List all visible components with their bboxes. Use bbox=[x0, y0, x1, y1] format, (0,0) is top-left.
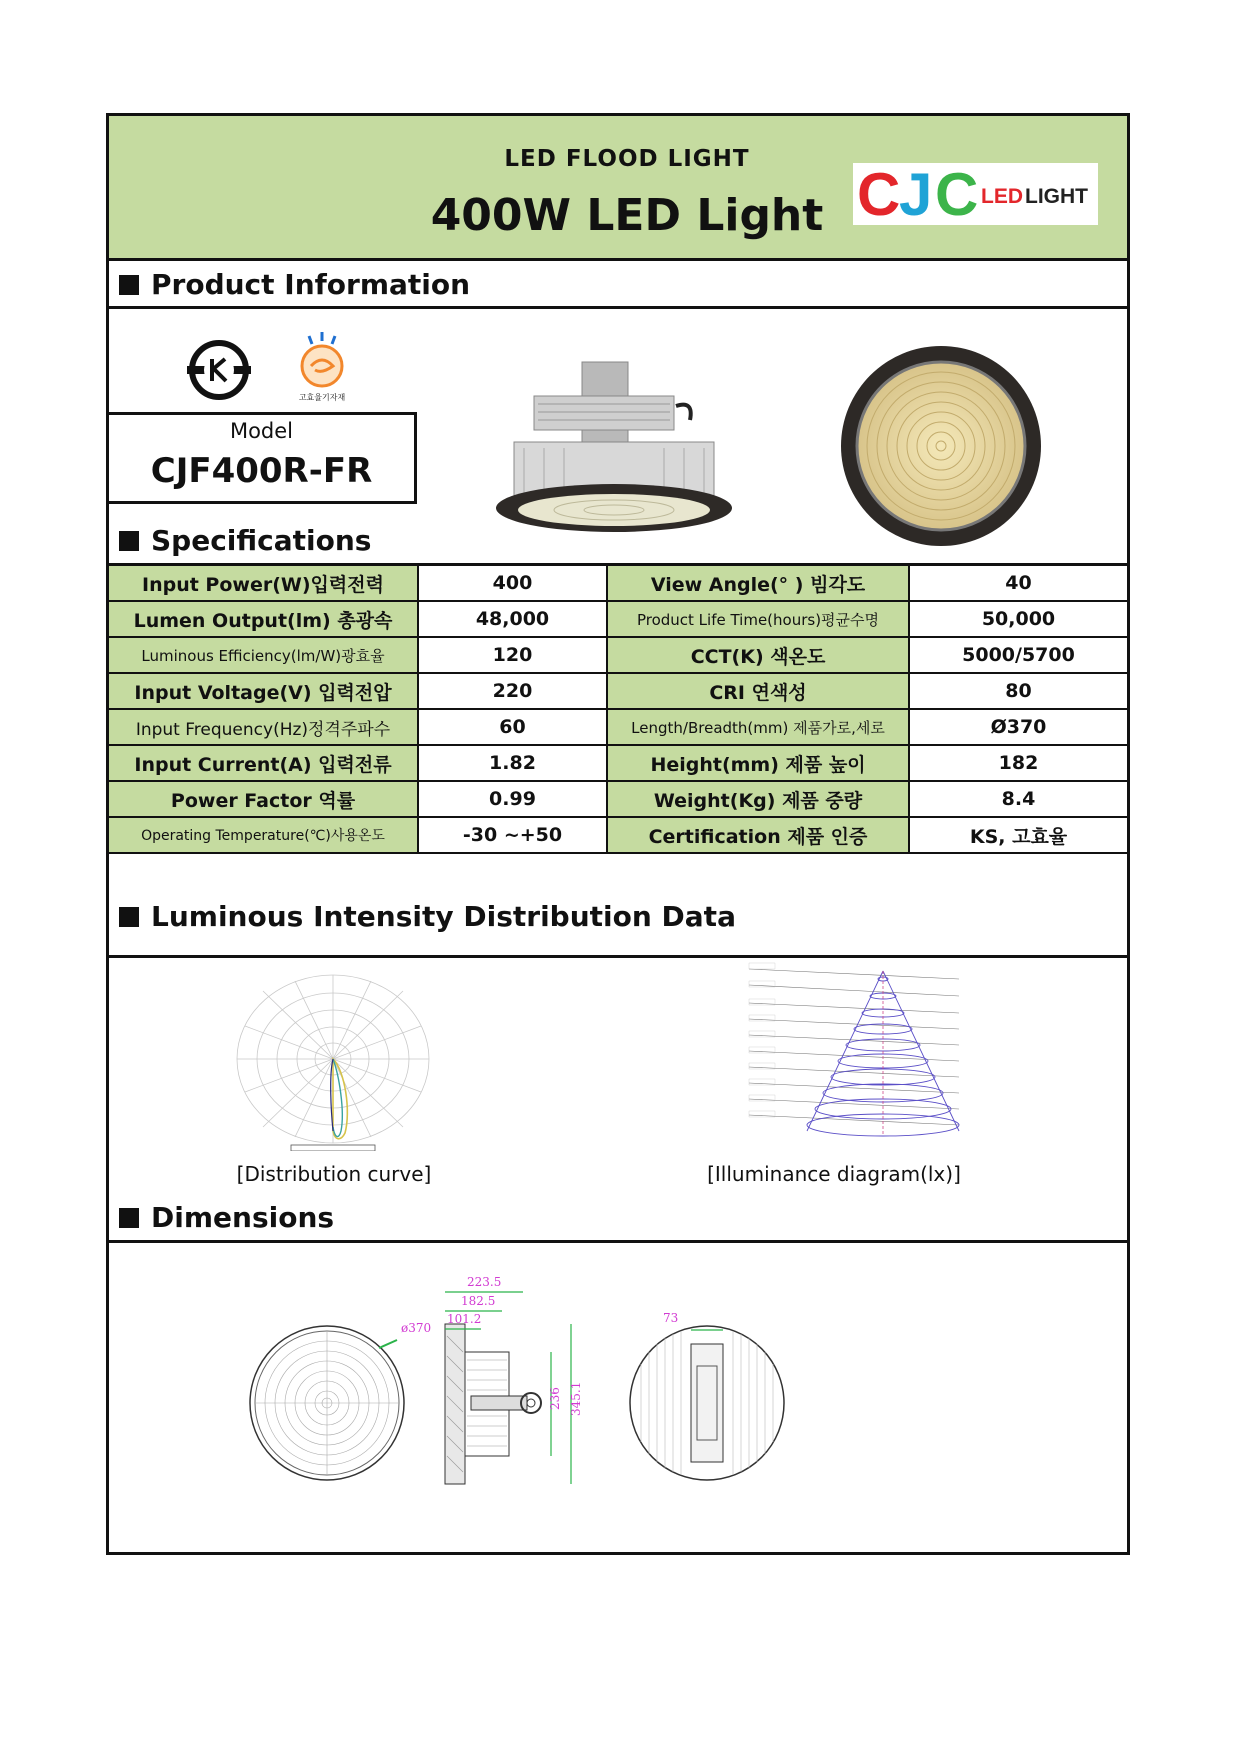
spec-label: View Angle(° ) 빔각도 bbox=[607, 566, 909, 601]
spec-value: Ø370 bbox=[909, 709, 1127, 745]
dim-height-total: 345.1 bbox=[569, 1381, 583, 1416]
spec-value: 8.4 bbox=[909, 781, 1127, 817]
section-title: Product Information bbox=[151, 268, 471, 301]
spec-value: 220 bbox=[418, 673, 607, 709]
model-box bbox=[109, 412, 417, 504]
spec-value: 0.99 bbox=[418, 781, 607, 817]
svg-text:C: C bbox=[935, 163, 979, 225]
spec-label: Weight(Kg) 제품 중량 bbox=[607, 781, 909, 817]
spec-label: Length/Breadth(mm) 제품가로,세로 bbox=[607, 709, 909, 745]
ks-mark-icon bbox=[185, 336, 253, 404]
table-row bbox=[109, 709, 1127, 745]
dim-width-short: 101.2 bbox=[447, 1312, 482, 1326]
divider bbox=[109, 955, 1127, 958]
spec-value: KS, 고효율 bbox=[909, 817, 1127, 853]
svg-text:LED: LED bbox=[981, 185, 1023, 208]
spec-label: Lumen Output(lm) 총광속 bbox=[109, 601, 418, 637]
svg-text:J: J bbox=[899, 163, 933, 225]
illuminance-diagram bbox=[709, 959, 1009, 1144]
front-view-drawing bbox=[250, 1321, 431, 1480]
spec-value: 40 bbox=[909, 566, 1127, 601]
table-row bbox=[109, 781, 1127, 817]
spec-label: Input Current(A) 입력전류 bbox=[109, 745, 418, 781]
spec-value: 1.82 bbox=[418, 745, 607, 781]
spec-value: 48,000 bbox=[418, 601, 607, 637]
section-product-info bbox=[109, 264, 1127, 306]
spec-label: Product Life Time(hours)평균수명 bbox=[607, 601, 909, 637]
spec-label: Input Frequency(Hz)정격주파수 bbox=[109, 709, 418, 745]
spec-label: Height(mm) 제품 높이 bbox=[607, 745, 909, 781]
divider bbox=[109, 1240, 1127, 1243]
spec-value: 80 bbox=[909, 673, 1127, 709]
efficiency-caption: 고효율기자재 bbox=[298, 393, 346, 402]
bullet-square-icon bbox=[119, 1208, 139, 1228]
svg-text:LIGHT: LIGHT bbox=[1025, 185, 1088, 208]
divider bbox=[109, 306, 1127, 309]
bullet-square-icon bbox=[119, 531, 139, 551]
table-row bbox=[109, 745, 1127, 781]
back-view-drawing bbox=[630, 1311, 784, 1480]
dim-diameter: ø370 bbox=[401, 1321, 432, 1335]
product-photo-front bbox=[839, 344, 1043, 548]
dim-width-mid: 182.5 bbox=[461, 1294, 496, 1308]
spec-value: 120 bbox=[418, 637, 607, 673]
header-title: 400W LED Light bbox=[430, 190, 824, 241]
section-specifications bbox=[109, 520, 1127, 562]
spec-label: CCT(K) 색온도 bbox=[607, 637, 909, 673]
table-row bbox=[109, 566, 1127, 601]
dimension-drawing bbox=[249, 1256, 989, 1496]
section-title: Luminous Intensity Distribution Data bbox=[151, 900, 736, 933]
section-title: Dimensions bbox=[151, 1201, 335, 1234]
product-photo-side bbox=[494, 356, 754, 546]
distribution-curve bbox=[233, 971, 433, 1151]
bullet-square-icon bbox=[119, 275, 139, 295]
section-luminous bbox=[109, 896, 1127, 938]
spec-value: 182 bbox=[909, 745, 1127, 781]
model-label: Model bbox=[229, 419, 294, 443]
table-row bbox=[109, 673, 1127, 709]
spec-table bbox=[109, 566, 1127, 854]
spec-value: 60 bbox=[418, 709, 607, 745]
table-row bbox=[109, 637, 1127, 673]
spec-label: Input Power(W)입력전력 bbox=[109, 566, 418, 601]
table-row bbox=[109, 817, 1127, 853]
section-title: Specifications bbox=[151, 524, 372, 557]
svg-text:C: C bbox=[857, 163, 897, 225]
dim-width-total: 223.5 bbox=[467, 1275, 502, 1289]
header-band bbox=[109, 116, 1127, 261]
dim-back-width: 73 bbox=[663, 1311, 679, 1325]
spec-label: Power Factor 역률 bbox=[109, 781, 418, 817]
distribution-caption: [Distribution curve] bbox=[236, 1162, 432, 1186]
spec-value: 5000/5700 bbox=[909, 637, 1127, 673]
spec-label: Certification 제품 인증 bbox=[607, 817, 909, 853]
table-row bbox=[109, 601, 1127, 637]
section-dimensions bbox=[109, 1197, 1127, 1239]
side-view-drawing bbox=[445, 1275, 583, 1484]
spec-value: -30 ~+50 bbox=[418, 817, 607, 853]
header-subtitle: LED FLOOD LIGHT bbox=[504, 146, 750, 172]
spec-sheet bbox=[106, 113, 1130, 1555]
dim-height-inner: 236 bbox=[548, 1387, 562, 1410]
spec-label: Input Voltage(V) 입력전압 bbox=[109, 673, 418, 709]
spec-label: Operating Temperature(℃)사용온도 bbox=[109, 817, 418, 853]
brand-logo bbox=[853, 163, 1098, 225]
spec-label: Luminous Efficiency(lm/W)광효율 bbox=[109, 637, 418, 673]
model-value: CJF400R-FR bbox=[150, 451, 373, 491]
spec-value: 50,000 bbox=[909, 601, 1127, 637]
illuminance-caption: [Illuminance diagram(lx)] bbox=[707, 1162, 961, 1186]
high-efficiency-mark-icon bbox=[289, 326, 355, 406]
spec-value: 400 bbox=[418, 566, 607, 601]
spec-label: CRI 연색성 bbox=[607, 673, 909, 709]
bullet-square-icon bbox=[119, 907, 139, 927]
